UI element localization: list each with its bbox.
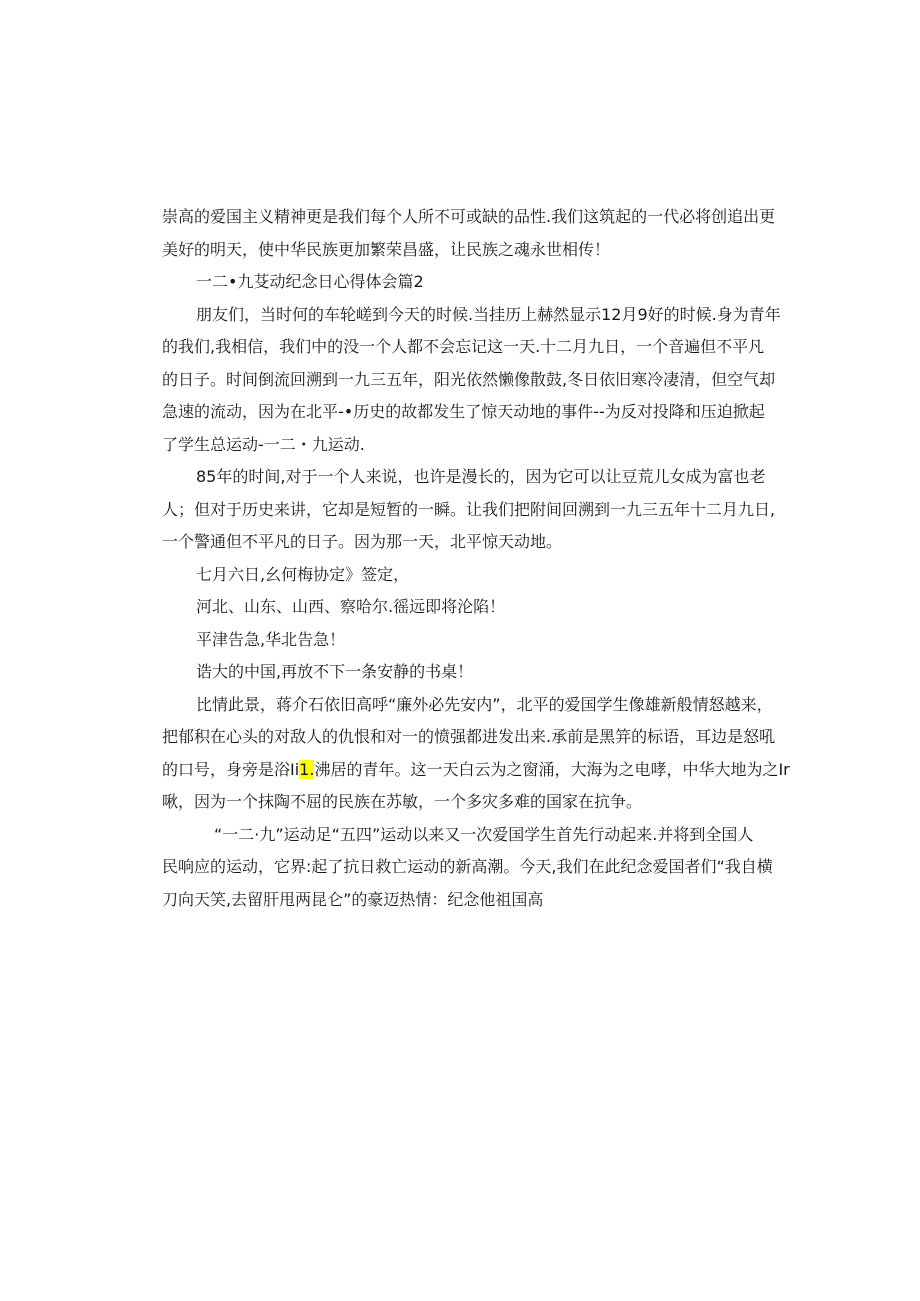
text-line: “一二·九”运动足“五四”运动以来又一次爱国学生首先行动起来.并将到全国人	[214, 824, 754, 844]
section-heading	[162, 266, 772, 299]
text-fragment: 的口号，身旁是浴Ii	[162, 759, 300, 779]
text-line: 比情此景，蒋介石依旧高呼“廉外必先安内”，北平的爱国学生像雄新般情怒越来，	[196, 694, 773, 714]
text-line: 人；但对于历史来讲，它却是短暂的一瞬。让我们把附间回溯到一九三五年十二月九日,	[162, 499, 776, 519]
paragraph	[162, 591, 772, 624]
text-highlight: 1.	[299, 759, 315, 779]
text-line: 民响应的运动，它界:起了抗日救亡运动的新高潮。今天,我们在此纪念爱国者们“我自横	[162, 857, 773, 876]
text-line: 急速的流动，因为在北平-•历史的故都发生了惊天动地的事件--为反对投降和压迫掀起	[162, 402, 765, 421]
text-line: 七月六日,幺何梅协定》签定，	[196, 564, 410, 584]
paragraph	[162, 656, 772, 689]
text-line: 了学生总运动-一二・九运动.	[162, 434, 365, 454]
text-line: 朋友们，当时何的车轮嵯到今天的时候.当挂历上赫然显示12月9好的时候.身为青年	[196, 304, 781, 324]
text-line: 平津告急,华北告急！	[196, 629, 346, 649]
text-fragment: 沸居的青年。这一天白云为之窗涌，大海为之电哮，中华大地为之Ir	[314, 759, 790, 779]
text-line: 啾，因为一个抹陶不屈的民族在苏敏，一个多灾多难的国家在抗争。	[162, 792, 643, 811]
text-line: 刀向天笑,去留肝甩两昆仑”的豪迈热情：纪念他祖国高	[162, 889, 544, 909]
paragraph-continuation	[162, 721, 790, 819]
paragraph	[162, 559, 772, 592]
text-line: 的日子。时间倒流回溯到一九三五年，阳光依然懒像散鼓,冬日依旧寒冷凄清，但空气却	[162, 369, 776, 389]
text-line: 一二•九芟动纪念日心得体会篇2	[196, 272, 424, 291]
paragraph-continuation	[162, 494, 776, 559]
text-line: 崇高的爱国主义精神更是我们每个人所不可或缺的品性.我们这筑起的一代必将创追出更	[162, 207, 776, 226]
text-line: 85年的时间,对于一个人来说，也许是漫长的，因为它可以让豆荒儿女成为富也老	[196, 467, 766, 486]
paragraph	[162, 819, 772, 852]
text-line: 美好的明天，使中华民族更加繁荣昌盛，让民族之魂永世相传！	[162, 239, 611, 259]
text-line: 诰大的中国,再放不下一条安静的书桌！	[196, 662, 474, 681]
text-line: 的我们,我相信，我们中的没一个人都不会忘记这一天.十二月九日，一个音遍但不平凡	[162, 337, 765, 356]
highlighted-line	[162, 754, 790, 787]
text-line: 河北、山东、山西、察哈尔.徭远即将沦陷！	[196, 597, 506, 616]
text-line: 把郁积在心头的对敌人的仇恨和对一的愤强都进发出来.承前是黑笄的标语，耳边是怒吼	[162, 727, 776, 746]
paragraph-continuation	[162, 331, 776, 461]
paragraph	[162, 299, 781, 332]
paragraph	[162, 201, 776, 266]
paragraph	[162, 624, 772, 657]
paragraph	[162, 689, 772, 722]
paragraph-continuation	[162, 851, 772, 916]
document-body	[162, 201, 790, 916]
text-line: 一个警通但不平凡的日子。因为那一天，北平惊天动地。	[162, 532, 563, 551]
paragraph	[162, 461, 772, 494]
